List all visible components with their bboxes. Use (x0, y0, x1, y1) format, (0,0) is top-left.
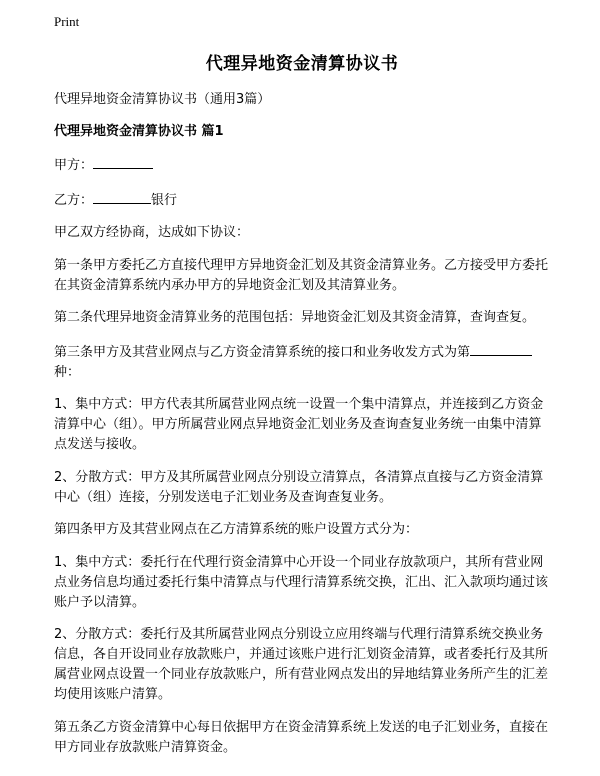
article-1: 第一条甲方委托乙方直接代理甲方异地资金汇划及其资金清算业务。乙方接受甲方委托在其资金清算系统内承办甲方的异地资金汇划及其清算业务。 (54, 257, 549, 293)
intro-paragraph: 甲乙双方经协商，达成如下协议： (54, 225, 250, 240)
print-link[interactable]: Print (54, 14, 80, 29)
part-heading: 代理异地资金清算协议书 篇1 (54, 124, 224, 139)
article-3-item-2: 2、分散方式：甲方及其所属营业网点分别设立清算点，各清算点直接与乙方资金清算中心（组）连接，分别发送电子汇划业务及查询查复业务。 (54, 469, 544, 505)
party-b-blank (93, 189, 151, 204)
party-b-line (54, 189, 550, 211)
party-b-label: 乙方： (54, 192, 94, 208)
article-5: 第五条乙方资金清算中心每日依据甲方在资金清算系统上发送的电子汇划业务，直接在甲方同业存放款账户清算资金。 (54, 719, 549, 755)
document-title: 代理异地资金清算协议书 (205, 54, 399, 74)
document-subtitle: 代理异地资金清算协议书（通用3篇） (54, 92, 271, 107)
party-a-label: 甲方： (54, 158, 94, 173)
party-a-blank (93, 154, 153, 169)
article-3-prefix: 第三条甲方及其营业网点与乙方资金清算系统的接口和业务收发方式为第 (54, 344, 471, 360)
party-b-suffix: 银行 (151, 192, 178, 208)
article-4-item-2: 2、分散方式：委托行及其所属营业网点分别设立应用终端与代理行清算系统交换业务信息，各自开设同业存放款账户，并通过该账户进行汇划资金清算，或者委托行及其所属营业网点设置一个同业存放款账户，所有营业网点发出的异地结算业务所产生的汇差均使用该账户清算。 (54, 627, 549, 702)
party-a-line (54, 154, 550, 176)
document-page (54, 52, 550, 770)
article-3-item-1: 1、集中方式：甲方代表其所属营业网点统一设置一个集中清算点，并连接到乙方资金清算中心（组）。甲方所属营业网点异地资金汇划业务及查询查复业务统一由集中清算点发送与接收。 (54, 397, 544, 452)
article-4: 第四条甲方及其营业网点在乙方清算系统的账户设置方式分为： (54, 522, 419, 537)
article-4-item-1: 1、集中方式：委托行在代理行资金清算中心开设一个同业存放款项户，其所有营业网点业务信息均通过委托行集中清算点与代理行清算系统交换，汇出、汇入款项均通过该账户予以清算。 (54, 554, 549, 610)
article-3 (54, 341, 550, 383)
article-2: 第二条代理异地资金清算业务的范围包括：异地资金汇划及其资金清算，查询查复。 (54, 310, 536, 325)
article-3-blank (470, 341, 532, 356)
article-3-suffix: 种： (54, 364, 81, 380)
